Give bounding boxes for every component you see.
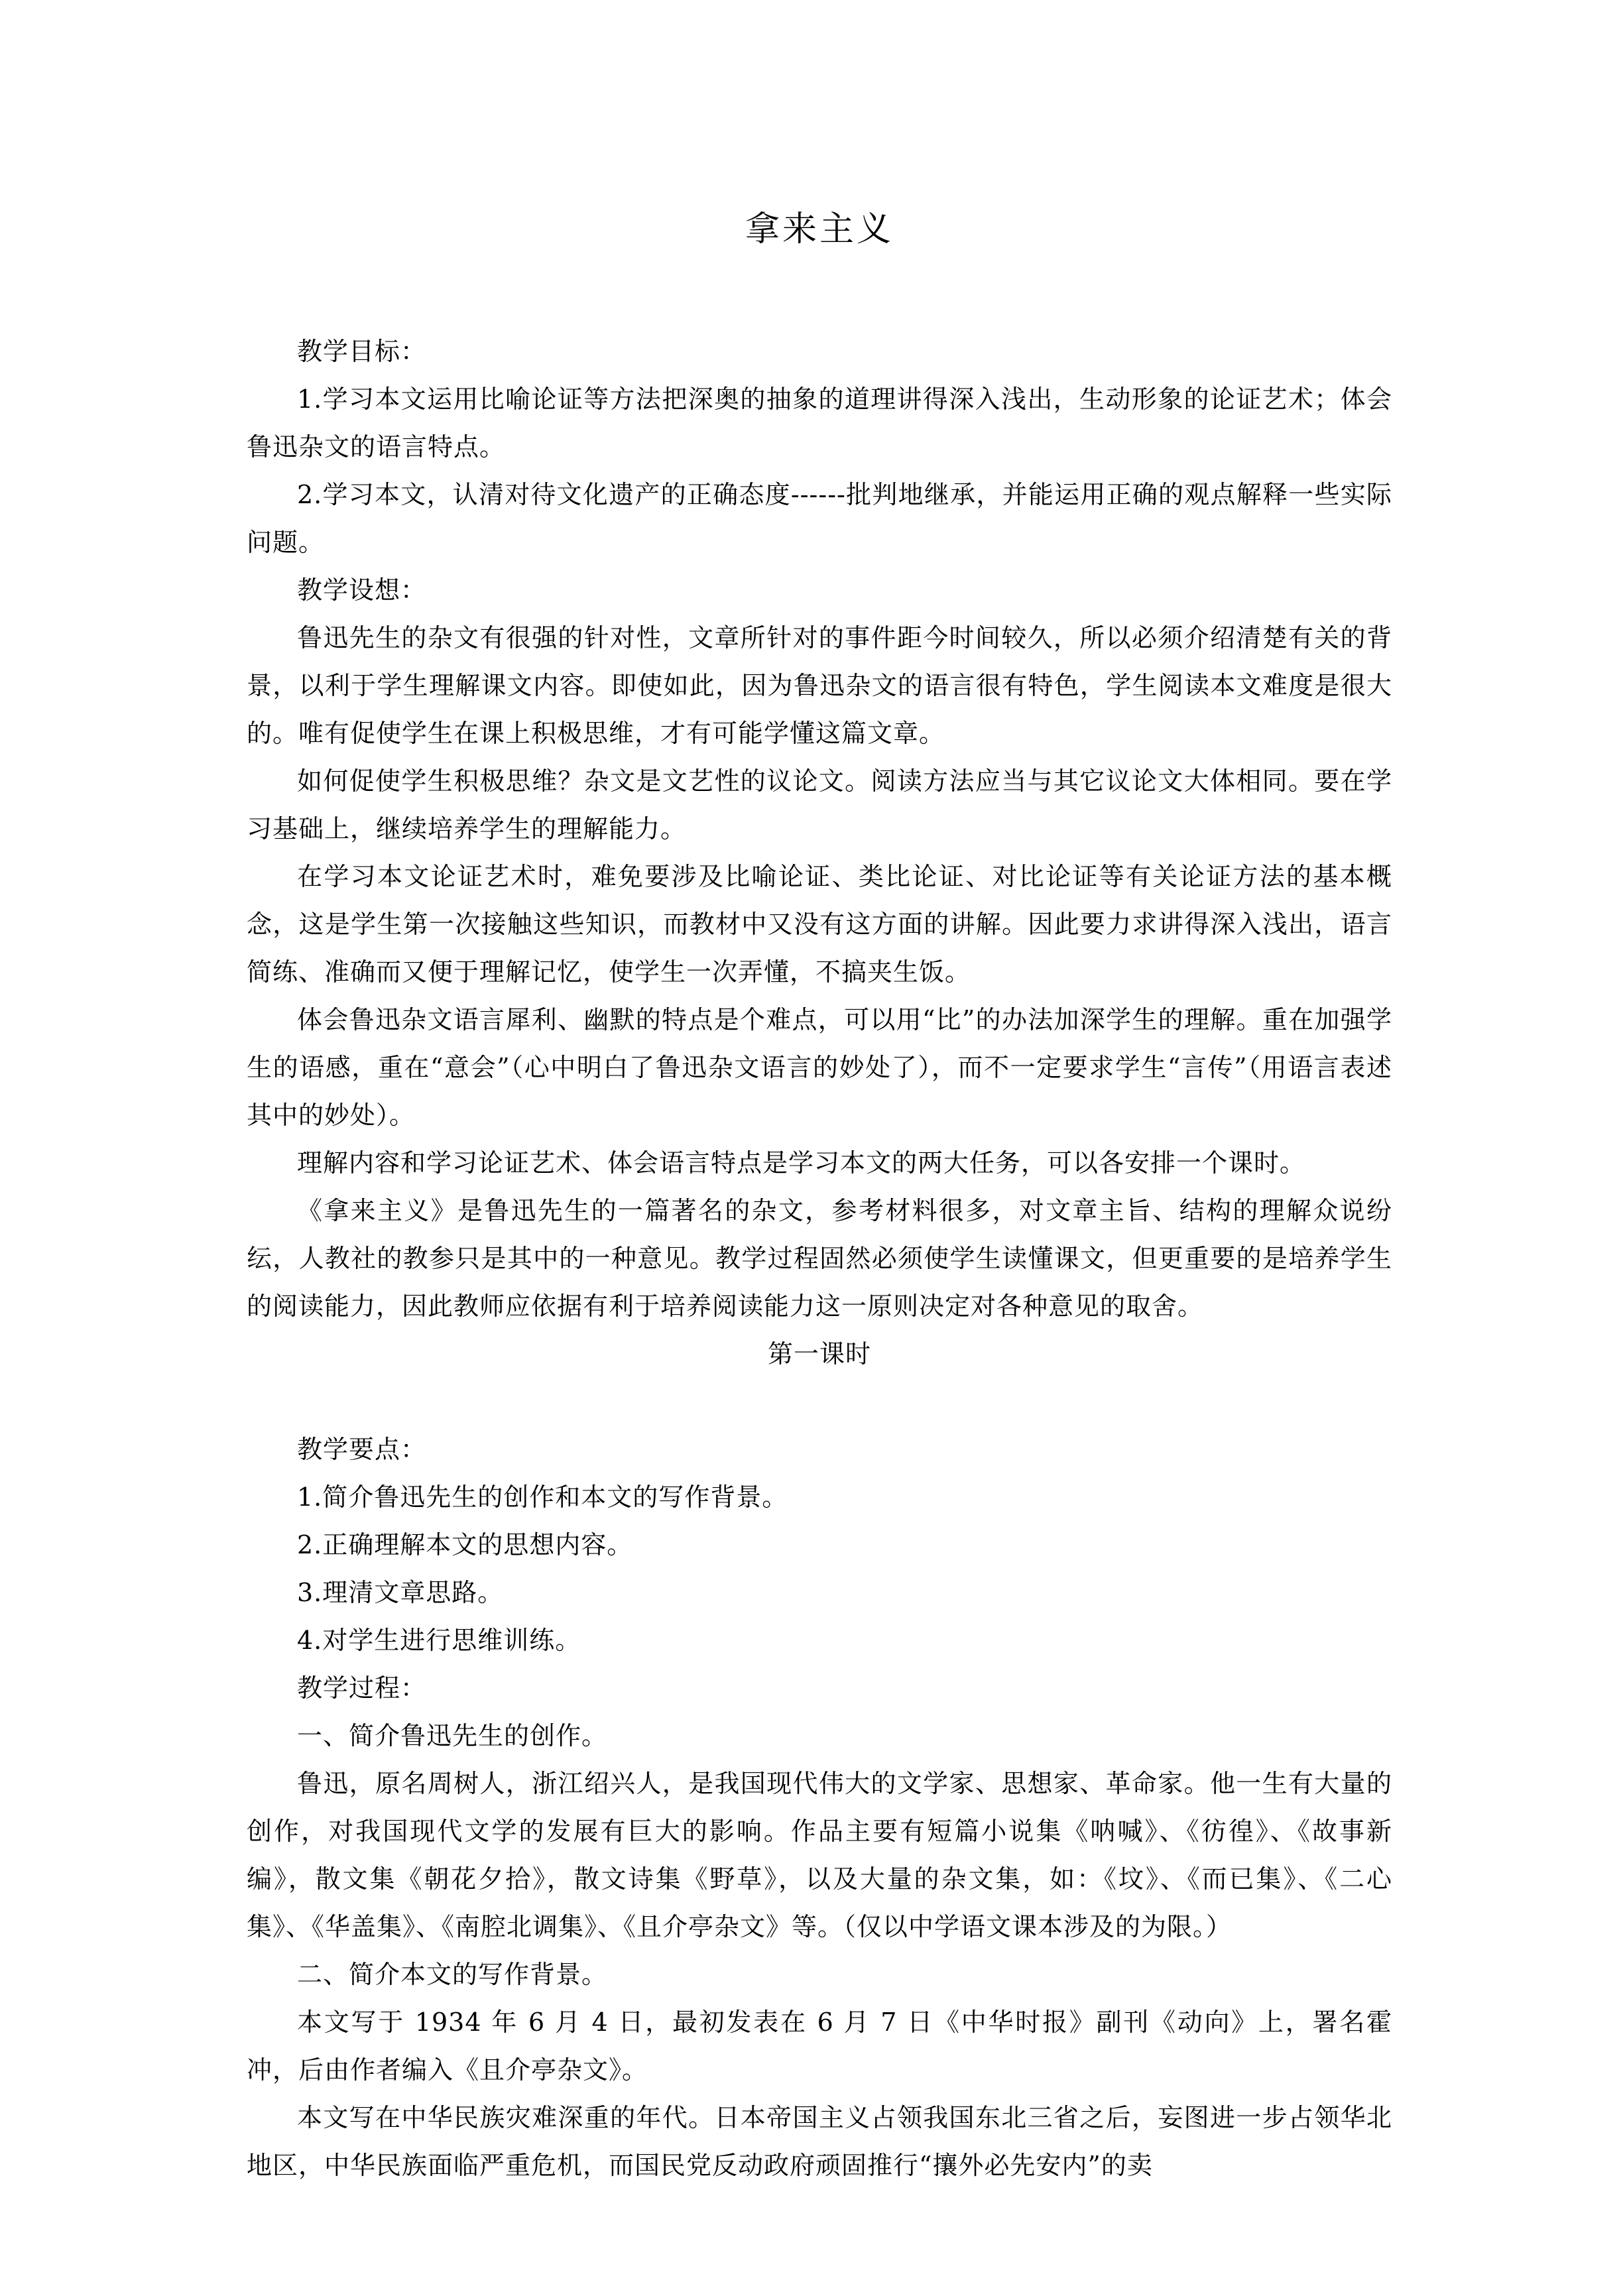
paragraph: 2.学习本文，认清对待文化遗产的正确态度------批判地继承，并能运用正确的观点解释一些实际问题。 bbox=[247, 480, 1392, 557]
paragraph: 鲁迅先生的杂文有很强的针对性，文章所针对的事件距今时间较久，所以必须介绍清楚有关的背景，以利于学生理解课文内容。即使如此，因为鲁迅杂文的语言很有特色，学生阅读本文难度是很大的。唯有促使学生在课上积极思维，才有可能学懂这篇文章。 bbox=[247, 623, 1392, 748]
paragraph: 《拿来主义》是鲁迅先生的一篇著名的杂文，参考材料很多，对文章主旨、结构的理解众说纷纭，人教社的教参只是其中的一种意见。教学过程固然必须使学生读懂课文，但更重要的是培养学生的阅读能力，因此教师应依据有利于培养阅读能力这一原则决定对各种意见的取舍。 bbox=[247, 1196, 1392, 1321]
paragraph: 如何促使学生积极思维？杂文是文艺性的议论文。阅读方法应当与其它议论文大体相同。要在学习基础上，继续培养学生的理解能力。 bbox=[247, 766, 1392, 843]
list-item: 2.正确理解本文的思想内容。 bbox=[297, 1530, 633, 1559]
paragraph: 鲁迅，原名周树人，浙江绍兴人，是我国现代伟大的文学家、思想家、革命家。他一生有大量的创作，对我国现代文学的发展有巨大的影响。作品主要有短篇小说集《呐喊》、《彷徨》、《故事新编》，散文集《朝花夕拾》，散文诗集《野草》，以及大量的杂文集，如：《坟》、《而已集》、《二心集》、《华盖集》、《南腔北调集》、《且介亭杂文》等。（仅以中学语文课本涉及的为限。） bbox=[247, 1769, 1392, 1941]
subheading: 一、简介鲁迅先生的创作。 bbox=[297, 1721, 608, 1750]
list-item: 1.简介鲁迅先生的创作和本文的写作背景。 bbox=[297, 1482, 788, 1512]
list-item: 4.对学生进行思维训练。 bbox=[297, 1626, 581, 1655]
paragraph: 本文写在中华民族灾难深重的年代。日本帝国主义占领我国东北三省之后，妄图进一步占领华北地区，中华民族面临严重危机，而国民党反动政府顽固推行“攘外必先安内”的卖 bbox=[247, 2103, 1392, 2180]
document-page bbox=[247, 206, 1392, 2189]
document-title: 拿来主义 bbox=[745, 210, 894, 249]
heading-teaching-points: 教学要点： bbox=[297, 1435, 427, 1464]
paragraph: 本文写于 1934 年 6 月 4 日，最初发表在 6 月 7 日《中华时报》副刊《动向》上，署名霍冲，后由作者编入《且介亭杂文》。 bbox=[247, 2008, 1392, 2085]
lesson-section bbox=[247, 1425, 1392, 2189]
paragraph: 理解内容和学习论证艺术、体会语言特点是学习本文的两大任务，可以各安排一个课时。 bbox=[297, 1148, 1306, 1178]
heading-teaching-goals: 教学目标： bbox=[297, 337, 427, 366]
heading-teaching-ideas: 教学设想： bbox=[297, 575, 427, 605]
paragraph: 体会鲁迅杂文语言犀利、幽默的特点是个难点，可以用“比”的办法加深学生的理解。重在加强学生的语感，重在“意会”（心中明白了鲁迅杂文语言的妙处了），而不一定要求学生“言传”（用语言表述其中的妙处）。 bbox=[247, 1005, 1392, 1130]
subheading: 二、简介本文的写作背景。 bbox=[297, 1960, 608, 1989]
heading-teaching-process: 教学过程： bbox=[297, 1673, 427, 1703]
intro-section bbox=[247, 328, 1392, 1330]
paragraph: 在学习本文论证艺术时，难免要涉及比喻论证、类比论证、对比论证等有关论证方法的基本概念，这是学生第一次接触这些知识，而教材中又没有这方面的讲解。因此要力求讲得深入浅出，语言简练、准确而又便于理解记忆，使学生一次弄懂，不搞夹生饭。 bbox=[247, 862, 1392, 987]
list-item: 3.理清文章思路。 bbox=[297, 1578, 504, 1607]
paragraph: 1.学习本文运用比喻论证等方法把深奥的抽象的道理讲得深入浅出，生动形象的论证艺术；体会鲁迅杂文的语言特点。 bbox=[247, 385, 1392, 461]
section-title: 第一课时 bbox=[767, 1339, 871, 1368]
